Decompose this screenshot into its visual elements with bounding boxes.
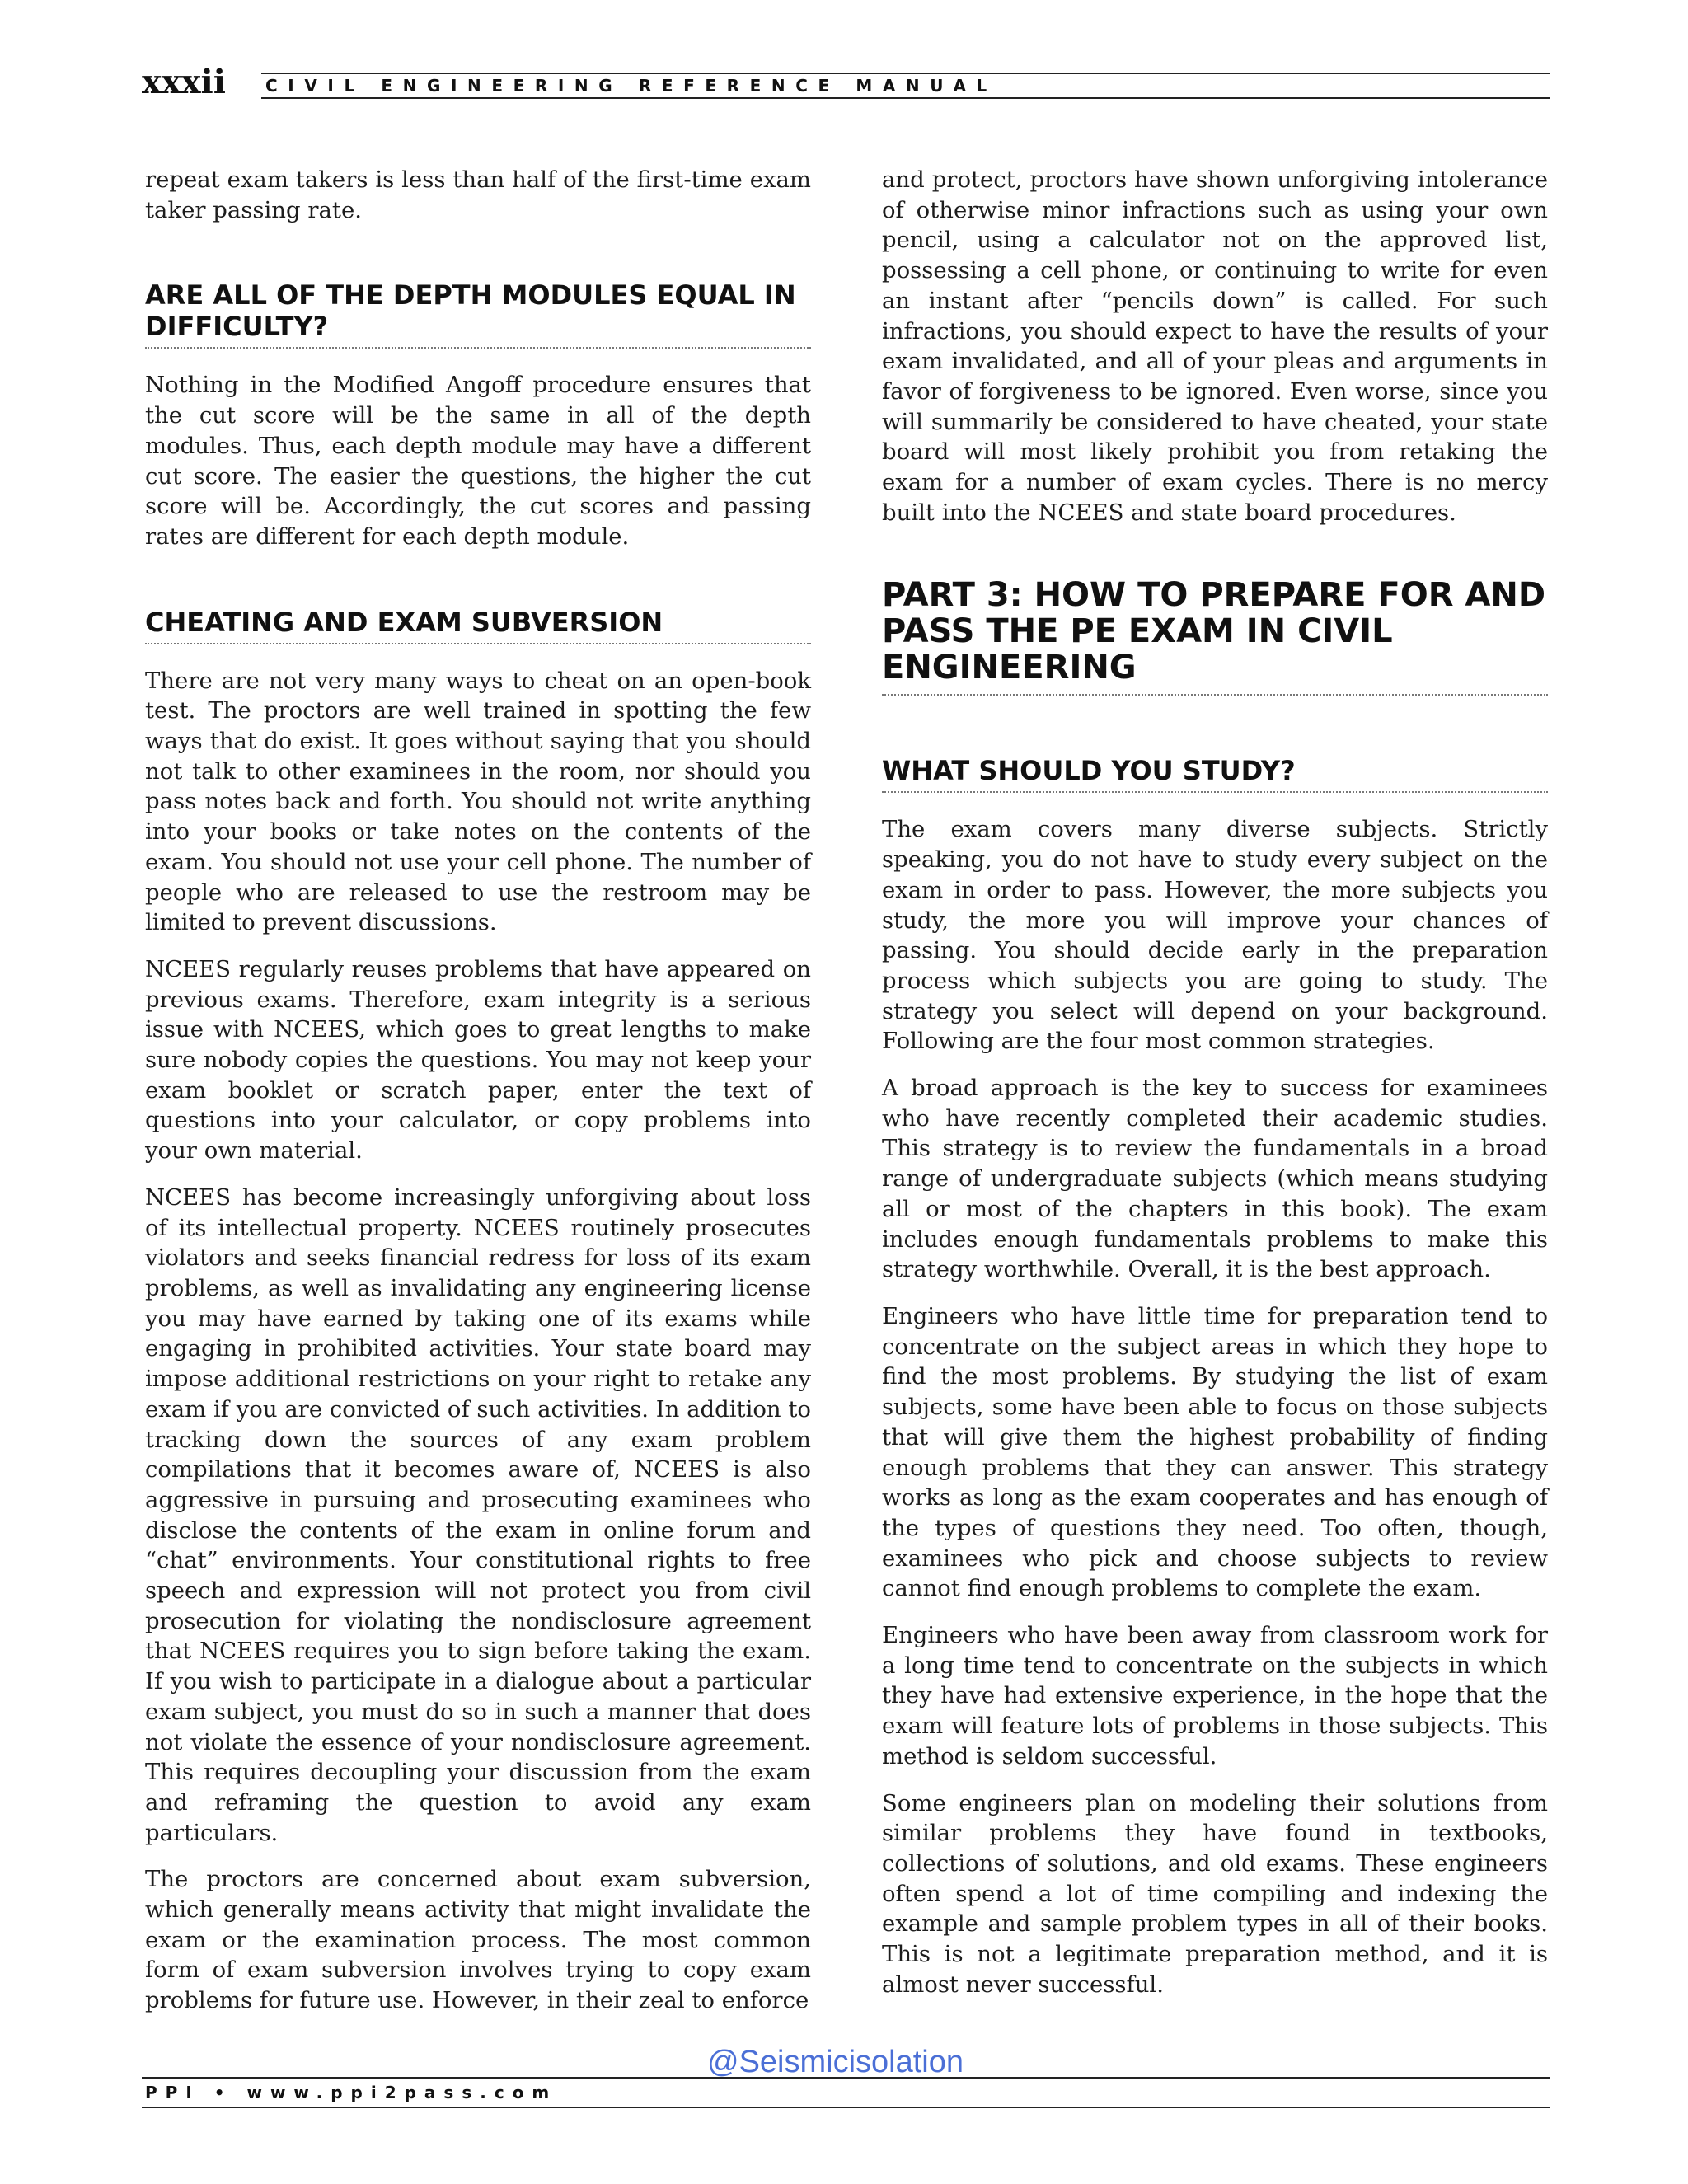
spacer	[882, 717, 1548, 755]
spacer	[145, 569, 811, 607]
paragraph-study-1: The exam covers many diverse subjects. Strictly speaking, you do not have to study every subject on the exam in order to pass. However, the more subjects you study, the more you will improve your chances of passing. You should decide early in the preparation process which subjects you are going to study. The strategy you select will depend on your background. Following are the four most common strategies.	[882, 816, 1548, 1055]
paragraph-study-3: Engineers who have little time for preparation tend to concentrate on the subject areas in which they hope to find the most problems. By studying the list of exam subjects, some have been able to focus on those subjects that will give them the highest probability of finding enough problems that they can answer. This strategy works as long as the exam cooperates and has enough of the types of questions they need. Too often, though, examinees who pick and choose subjects to review cannot find enough problems to complete the exam.	[882, 1302, 1548, 1602]
paragraph-depth-modules: Nothing in the Modified Angoff procedure ensures that the cut score will be the same in all of the depth modules. Thus, each depth module may have a different cut score. The easier the questions, the higher the cut score will be. Accordingly, the cut scores and passing rates are different for each depth module.	[145, 372, 811, 550]
part-heading: PART 3: HOW TO PREPARE FOR AND PASS THE PE EXAM IN CIVIL ENGINEERING	[882, 577, 1548, 696]
paragraph-cheating-1: There are not very many ways to cheat on an open-book test. The proctors are well trained in spotting the few ways that do exist. It goes without saying that you should not talk to other examinees in the room, nor should you pass notes back and forth. You should not write anything into your books or take notes on the contents of the exam. You should not use your cell phone. The number of people who are released to use the restroom may be limited to prevent discussions.	[145, 667, 811, 936]
section-heading-study: WHAT SHOULD YOU STUDY?	[882, 755, 1548, 793]
spacer	[145, 241, 811, 279]
section-heading-cheating: CHEATING AND EXAM SUBVERSION	[145, 607, 811, 644]
paragraph-cheating-2: NCEES regularly reuses problems that have appeared on previous exams. Therefore, exam integrity is a serious issue with NCEES, which goes to great lengths to make sure nobody copies the questions. You may not keep your exam booklet or scratch paper, enter the text of questions into your calculator, or copy problems into your own material.	[145, 955, 811, 1165]
page-number: xxxii	[142, 63, 226, 101]
watermark: @Seismicisolation	[707, 2045, 964, 2079]
footer-text: PPI • www.ppi2pass.com	[145, 2083, 558, 2102]
paragraph-study-5: Some engineers plan on modeling their solutions from similar problems they have found in textbooks, collections of solutions, and old exams. These engineers often spend a lot of time compiling and indexing the example and sample problem types in all of their books. This is not a legitimate preparation method, and it is almost never successful.	[882, 1789, 1548, 1998]
footer-rule-top	[142, 2077, 1550, 2079]
running-title: CIVIL ENGINEERING REFERENCE MANUAL	[265, 76, 997, 96]
left-column	[145, 165, 811, 2032]
right-column	[882, 165, 1548, 2016]
paragraph-continued: repeat exam takers is less than half of the first-time exam taker passing rate.	[145, 166, 811, 223]
header-rule-top	[261, 73, 1550, 74]
section-heading-depth-modules: ARE ALL OF THE DEPTH MODULES EQUAL IN DIFFICULTY?	[145, 279, 811, 349]
paragraph-study-2: A broad approach is the key to success for examinees who have recently completed their academic studies. This strategy is to review the fundamentals in a broad range of undergraduate subjects (which means studying all or most of the chapters in this book). The exam includes enough fundamentals problems to make this strategy worthwhile. Overall, it is the best approach.	[882, 1075, 1548, 1283]
page-footer	[142, 2077, 1550, 2110]
footer-rule-bottom	[142, 2107, 1550, 2108]
paragraph-cheating-4: The proctors are concerned about exam subversion, which generally means activity that might invalidate the exam or the examination process. The most common form of exam subversion involves trying to copy exam problems for future use. However, in their zeal to enforce	[145, 1866, 811, 2014]
paragraph-continued-right: and protect, proctors have shown unforgiving intolerance of otherwise minor infractions such as using your own pencil, using a calculator not on the approved list, possessing a cell phone, or continuing to write for even an instant after “pencils down” is called. For such infractions, you should expect to have the results of your exam invalidated, and all of your pleas and arguments in favor of forgiveness to be ignored. Even worse, since you will summarily be considered to have cheated, your state board will most likely prohibit you from retaking the exam for a number of exam cycles. There is no mercy built into the NCEES and state board procedures.	[882, 166, 1548, 526]
header-rule-bottom	[261, 97, 1550, 99]
page-header	[142, 64, 1550, 101]
paragraph-study-4: Engineers who have been away from classroom work for a long time tend to concentrate on the subjects in which they have had extensive experience, in the hope that the exam will feature lots of problems in those subjects. This method is seldom successful.	[882, 1622, 1548, 1769]
spacer	[882, 544, 1548, 577]
paragraph-cheating-3: NCEES has become increasingly unforgiving about loss of its intellectual property. NCEES routinely prosecutes violators and seeks financial redress for loss of its exam problems, as well as invalidating any engineering license you may have earned by taking one of its exams while engaging in prohibited activities. Your state board may impose additional restrictions on your right to retake any exam if you are convicted of such activities. In addition to tracking down the sources of any exam problem compilations that it becomes aware of, NCEES is also aggressive in pursuing and prosecuting examinees who disclose the contents of the exam in online forum and “chat” environments. Your constitutional rights to free speech and expression will not protect you from civil prosecution for violating the nondisclosure agreement that NCEES requires you to sign before taking the exam. If you wish to participate in a dialogue about a particular exam subject, you must do so in such a manner that does not violate the essence of your nondisclosure agreement. This requires decoupling your discussion from the exam and reframing the question to avoid any exam particulars.	[145, 1183, 811, 1846]
